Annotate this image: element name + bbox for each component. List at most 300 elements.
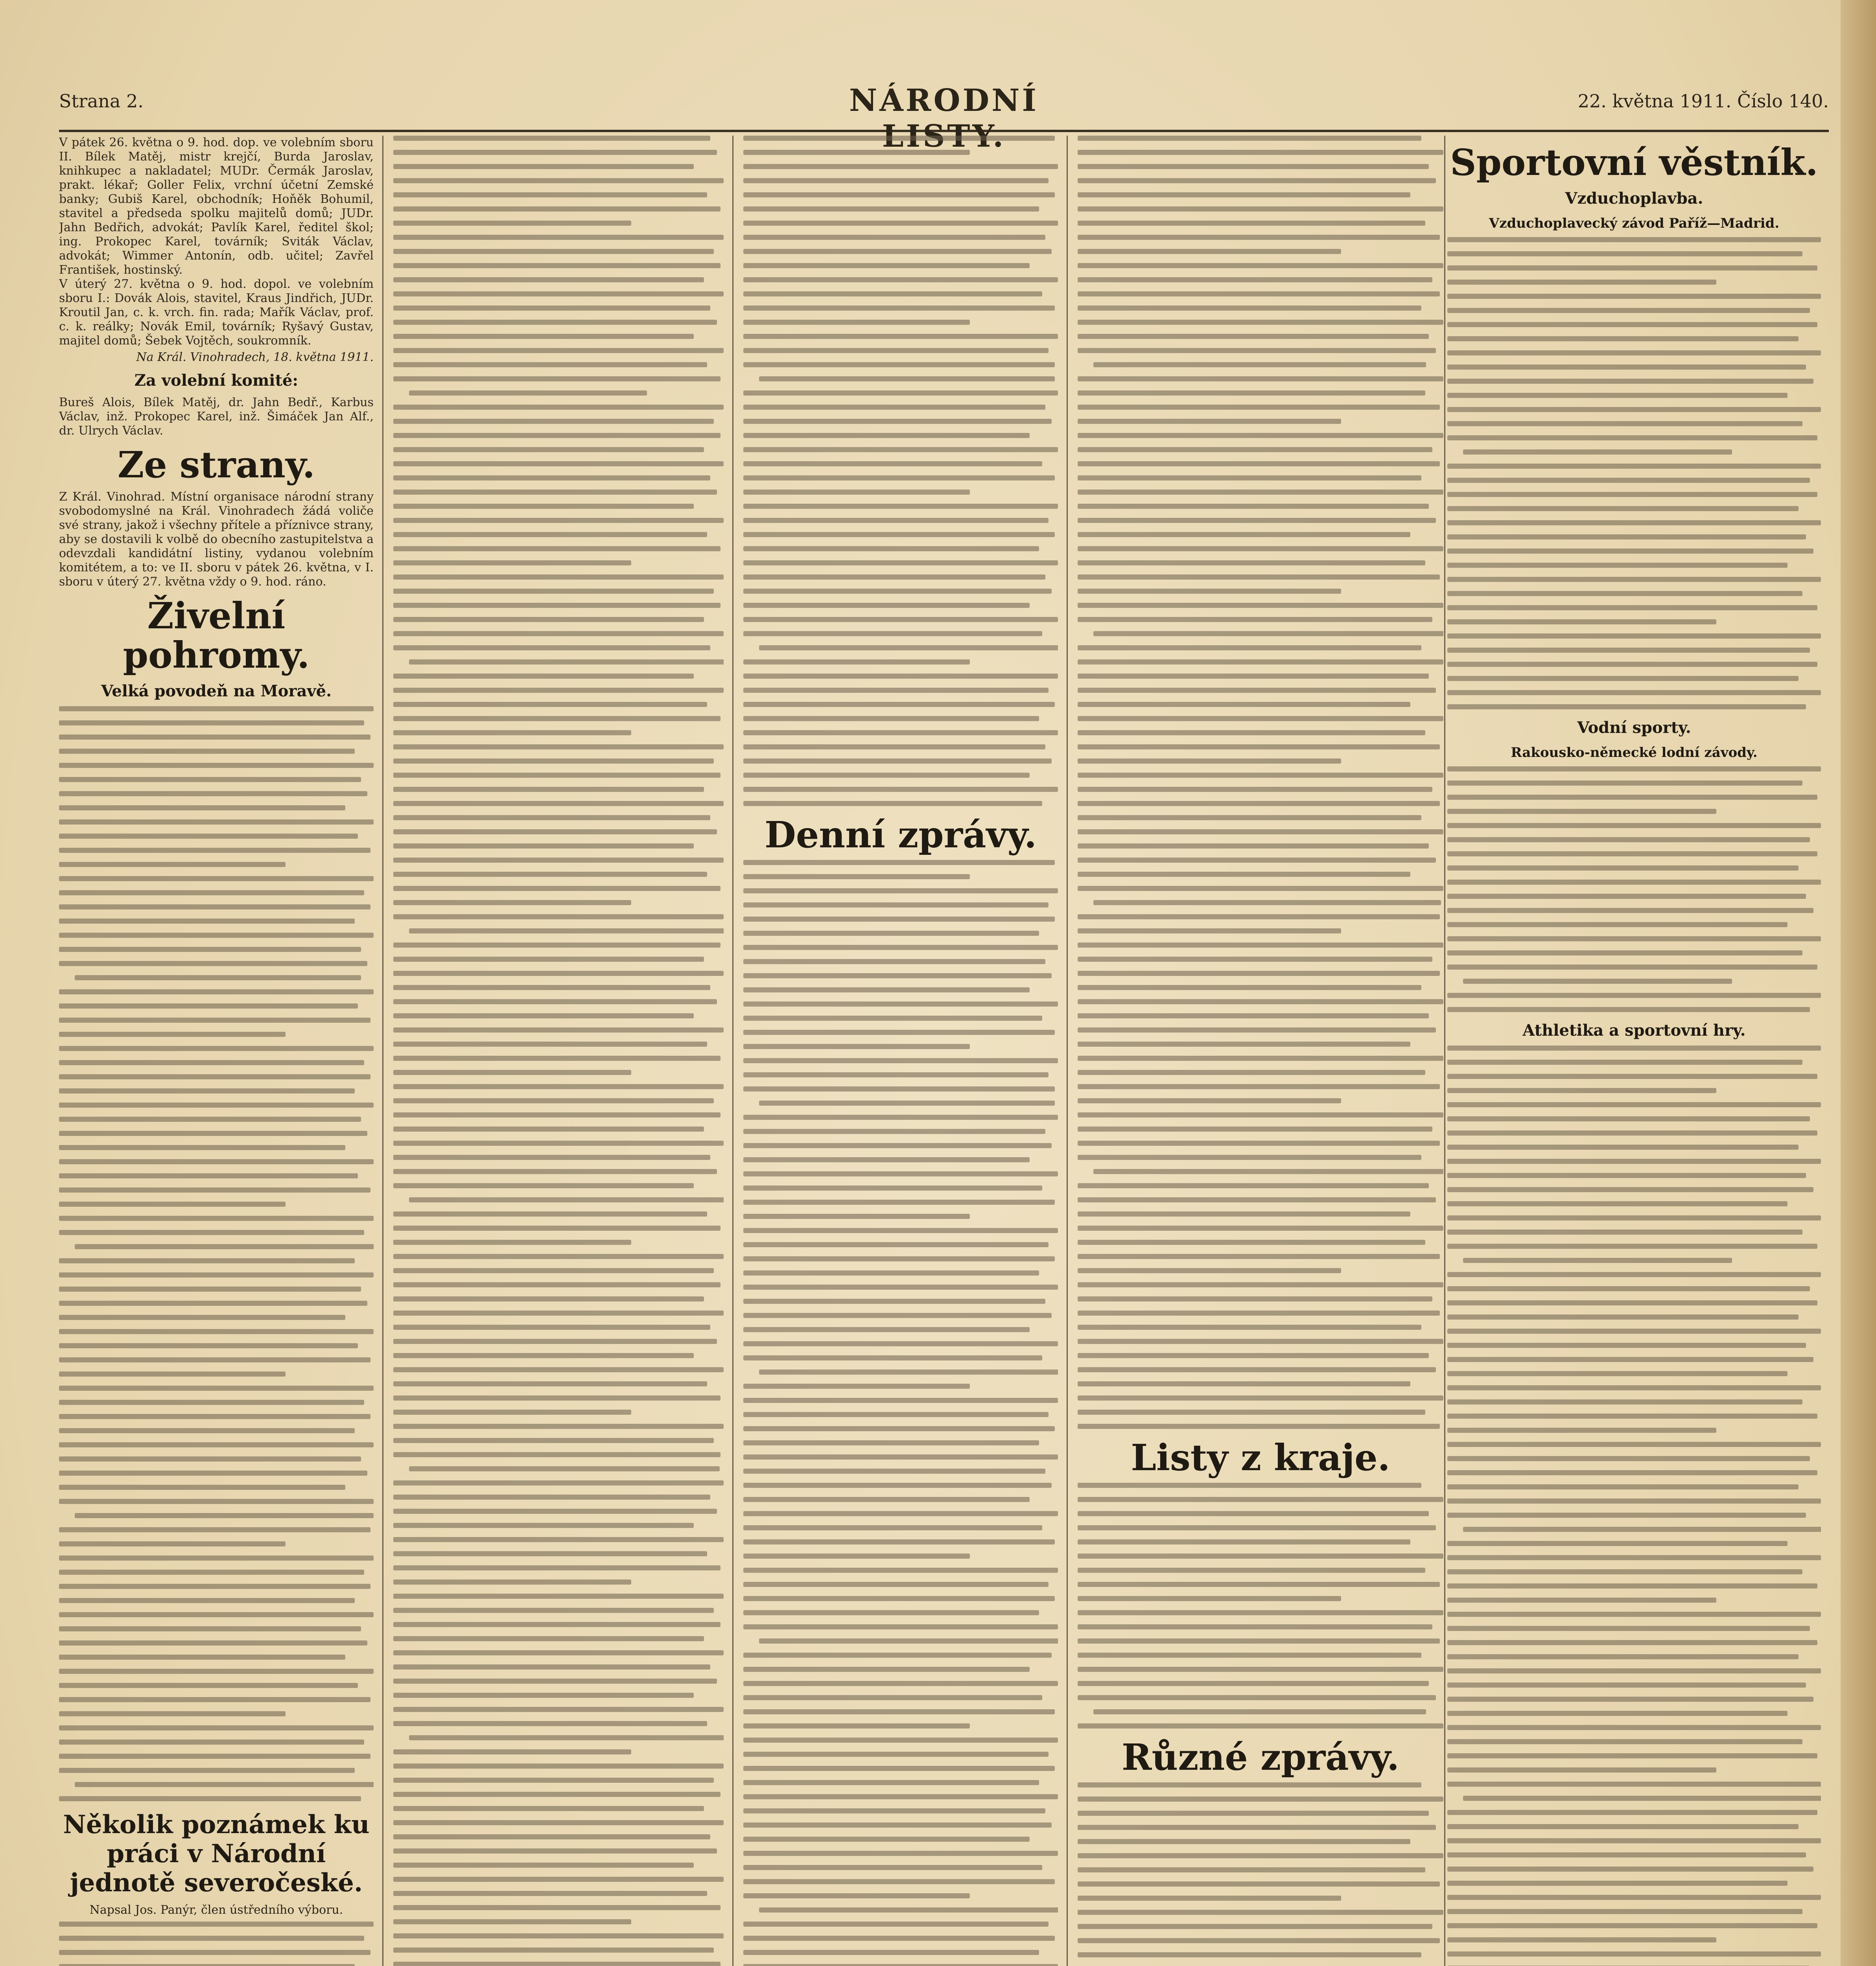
text-line bbox=[393, 1948, 714, 1953]
text-line bbox=[1078, 390, 1425, 396]
text-line bbox=[393, 1608, 714, 1613]
column-rule bbox=[1067, 136, 1068, 1966]
text-line bbox=[1447, 1159, 1821, 1164]
text-line bbox=[393, 376, 721, 381]
text-line bbox=[393, 1339, 717, 1344]
text-line bbox=[1078, 730, 1425, 735]
text-line bbox=[1447, 1300, 1817, 1305]
text-line bbox=[743, 1511, 1058, 1516]
text-line bbox=[393, 1509, 717, 1514]
text-line bbox=[1447, 922, 1788, 927]
text-line bbox=[1447, 1046, 1821, 1051]
text-line bbox=[1447, 851, 1817, 856]
text-line bbox=[1078, 461, 1440, 466]
column-5 bbox=[1447, 136, 1821, 1966]
article-title: Vzduchoplavecký závod Paříž—Madrid. bbox=[1489, 215, 1780, 231]
text-line bbox=[1078, 518, 1436, 523]
text-line bbox=[1078, 1782, 1421, 1787]
text-line bbox=[743, 390, 1058, 396]
text-line bbox=[743, 249, 1052, 254]
illegible-text-block bbox=[1078, 1483, 1443, 1729]
text-line bbox=[743, 348, 1049, 353]
text-line bbox=[59, 1003, 358, 1009]
text-line bbox=[1447, 1371, 1788, 1376]
text-line bbox=[743, 206, 1039, 212]
text-line bbox=[59, 1216, 374, 1221]
text-line bbox=[59, 1088, 355, 1093]
text-line bbox=[409, 1735, 724, 1740]
text-line bbox=[1447, 1838, 1821, 1843]
text-line bbox=[1447, 936, 1821, 941]
text-line bbox=[393, 1764, 724, 1769]
text-line bbox=[393, 702, 707, 707]
text-line bbox=[1078, 1027, 1436, 1033]
text-line bbox=[1447, 1640, 1817, 1645]
text-line bbox=[1447, 1385, 1821, 1390]
text-line bbox=[743, 1837, 1030, 1842]
text-line bbox=[1447, 1456, 1810, 1461]
text-line bbox=[743, 1525, 1042, 1530]
text-line bbox=[743, 744, 1045, 749]
text-line bbox=[393, 362, 707, 367]
text-line bbox=[409, 1197, 724, 1202]
text-line bbox=[743, 1327, 1030, 1332]
text-line bbox=[743, 702, 1055, 707]
text-line bbox=[1078, 1896, 1341, 1901]
text-line bbox=[1447, 393, 1788, 398]
text-line bbox=[1078, 263, 1443, 268]
text-line bbox=[1447, 676, 1799, 681]
text-line bbox=[1078, 1282, 1443, 1287]
column-4 bbox=[1078, 136, 1443, 1966]
text-line bbox=[393, 1877, 724, 1882]
text-line bbox=[743, 447, 1058, 452]
text-line bbox=[393, 405, 724, 410]
text-line bbox=[59, 1683, 358, 1688]
text-line bbox=[1078, 574, 1440, 580]
text-line bbox=[743, 1313, 1052, 1318]
text-line bbox=[743, 888, 1058, 893]
text-line bbox=[759, 1638, 1058, 1644]
text-line bbox=[1447, 549, 1813, 554]
text-line bbox=[1078, 1056, 1443, 1061]
text-line bbox=[59, 706, 374, 711]
text-line bbox=[1078, 971, 1440, 976]
text-line bbox=[743, 277, 1058, 282]
text-line bbox=[393, 1565, 721, 1570]
text-line bbox=[1078, 1296, 1432, 1301]
text-line bbox=[743, 334, 1058, 339]
text-line bbox=[743, 291, 1042, 296]
text-line bbox=[393, 447, 704, 452]
text-line bbox=[1447, 1484, 1799, 1489]
text-line bbox=[1078, 1042, 1410, 1047]
text-line bbox=[743, 1086, 1055, 1092]
text-line bbox=[743, 1922, 1049, 1927]
text-line bbox=[393, 1707, 724, 1712]
text-line bbox=[743, 1596, 1055, 1601]
text-line bbox=[393, 1551, 707, 1556]
text-line bbox=[393, 490, 717, 495]
text-line bbox=[1447, 1824, 1799, 1829]
text-line bbox=[743, 1865, 1042, 1870]
text-line bbox=[393, 716, 721, 721]
text-line bbox=[393, 150, 717, 155]
text-line bbox=[743, 263, 1030, 268]
text-line bbox=[393, 1863, 694, 1868]
text-line bbox=[1078, 1226, 1443, 1231]
text-line bbox=[1078, 1339, 1443, 1344]
text-line bbox=[393, 1679, 717, 1684]
text-line bbox=[743, 1469, 1045, 1474]
text-line bbox=[1078, 376, 1443, 381]
text-line bbox=[1447, 908, 1813, 913]
text-line bbox=[1078, 1141, 1440, 1146]
text-line bbox=[59, 1074, 370, 1079]
text-line bbox=[743, 1780, 1039, 1785]
text-line bbox=[743, 1299, 1045, 1304]
text-line bbox=[743, 150, 970, 155]
text-line bbox=[1463, 1258, 1732, 1263]
text-line bbox=[1447, 823, 1821, 828]
text-line bbox=[1447, 1569, 1802, 1574]
text-line bbox=[409, 1466, 720, 1471]
text-line bbox=[1447, 520, 1821, 525]
text-line bbox=[1078, 1013, 1429, 1018]
text-line bbox=[1078, 1410, 1425, 1415]
text-line bbox=[1078, 320, 1443, 325]
text-line bbox=[1447, 1428, 1716, 1433]
text-line bbox=[1447, 1215, 1821, 1220]
text-line bbox=[743, 603, 1030, 608]
text-line bbox=[1447, 1145, 1799, 1150]
text-line bbox=[393, 475, 710, 480]
text-line bbox=[1078, 178, 1436, 183]
text-line bbox=[393, 1664, 710, 1670]
text-line bbox=[743, 1341, 1058, 1346]
text-line bbox=[59, 1964, 355, 1966]
text-line bbox=[1447, 1088, 1716, 1093]
text-line bbox=[1447, 1329, 1821, 1334]
text-line bbox=[1078, 475, 1421, 480]
text-line bbox=[1447, 492, 1817, 497]
text-line bbox=[1447, 894, 1806, 899]
text-line bbox=[393, 1127, 704, 1132]
text-line bbox=[1447, 563, 1788, 568]
column-3 bbox=[743, 136, 1058, 1966]
text-line bbox=[59, 1371, 286, 1377]
text-line bbox=[1078, 716, 1443, 721]
text-line bbox=[1447, 1173, 1806, 1178]
text-line bbox=[1078, 1853, 1443, 1858]
text-line bbox=[1447, 1555, 1821, 1560]
article-subheadline: Vzduchoplavba. bbox=[1565, 189, 1703, 208]
text-line bbox=[59, 1725, 374, 1730]
illegible-text-block bbox=[1447, 237, 1821, 709]
text-line bbox=[743, 589, 1052, 594]
text-line bbox=[743, 136, 1055, 141]
text-line bbox=[393, 518, 724, 523]
text-line bbox=[1093, 900, 1441, 905]
text-line bbox=[1078, 815, 1421, 820]
text-line bbox=[59, 1584, 370, 1589]
text-line bbox=[1463, 1796, 1821, 1801]
text-line bbox=[1078, 1624, 1432, 1629]
text-line bbox=[743, 461, 1042, 466]
text-line bbox=[1447, 1626, 1810, 1631]
text-line bbox=[1447, 619, 1716, 624]
text-line bbox=[393, 1820, 724, 1825]
text-line bbox=[393, 1282, 721, 1287]
text-line bbox=[1447, 1541, 1788, 1546]
text-line bbox=[1078, 1554, 1443, 1559]
text-line bbox=[743, 546, 1039, 551]
text-line bbox=[743, 1256, 1055, 1261]
text-line bbox=[1447, 1470, 1817, 1475]
text-line bbox=[59, 749, 355, 754]
text-line bbox=[1078, 1525, 1436, 1530]
text-line bbox=[1093, 1709, 1426, 1714]
column-1 bbox=[59, 136, 374, 1966]
text-line bbox=[1078, 1353, 1429, 1358]
text-line bbox=[743, 1723, 970, 1729]
text-line bbox=[1447, 1272, 1821, 1277]
text-line bbox=[1078, 1325, 1421, 1330]
illegible-text-block bbox=[1078, 1782, 1443, 1966]
text-line bbox=[393, 1778, 714, 1783]
text-line bbox=[393, 999, 717, 1004]
text-line bbox=[1447, 605, 1817, 610]
text-line bbox=[743, 1115, 1058, 1120]
text-line bbox=[743, 1072, 1049, 1077]
illegible-text-block bbox=[393, 136, 724, 1966]
text-line bbox=[59, 1187, 370, 1193]
text-line bbox=[1447, 1937, 1716, 1942]
text-line bbox=[1447, 1414, 1817, 1419]
text-line bbox=[743, 1794, 1058, 1799]
text-line bbox=[393, 221, 631, 226]
text-line bbox=[1447, 704, 1806, 709]
text-line bbox=[743, 659, 970, 665]
text-line bbox=[743, 1200, 1055, 1205]
text-line bbox=[393, 688, 724, 693]
illegible-text-block bbox=[743, 860, 1058, 1966]
text-line bbox=[1078, 1497, 1443, 1502]
text-line bbox=[743, 730, 1058, 735]
section-headline: Listy z kraje. bbox=[1131, 1436, 1390, 1479]
text-line bbox=[393, 1452, 721, 1457]
text-line bbox=[1078, 985, 1421, 990]
text-line bbox=[393, 1070, 631, 1075]
text-line bbox=[1078, 1952, 1421, 1957]
text-line bbox=[59, 1400, 364, 1405]
text-line bbox=[1447, 1697, 1813, 1702]
text-line bbox=[393, 1806, 704, 1811]
text-line bbox=[1447, 1498, 1821, 1504]
text-line bbox=[743, 1709, 1055, 1714]
text-line bbox=[393, 858, 724, 863]
text-line bbox=[1078, 1797, 1443, 1802]
text-line bbox=[1078, 1084, 1440, 1089]
text-line bbox=[743, 860, 1055, 865]
text-line bbox=[1447, 251, 1802, 256]
text-line bbox=[1447, 308, 1810, 313]
text-line bbox=[393, 1523, 694, 1528]
text-line bbox=[59, 791, 367, 796]
text-line bbox=[743, 688, 1049, 693]
text-line bbox=[59, 933, 374, 938]
text-line bbox=[743, 419, 1052, 424]
text-line bbox=[743, 1879, 1055, 1884]
text-line bbox=[59, 1442, 374, 1447]
text-line bbox=[59, 1357, 370, 1362]
text-line bbox=[59, 1485, 345, 1490]
text-line bbox=[1078, 1839, 1410, 1844]
text-line bbox=[1078, 1155, 1421, 1160]
text-line bbox=[59, 1287, 361, 1292]
text-line bbox=[59, 890, 364, 895]
text-line bbox=[1447, 648, 1810, 653]
text-line bbox=[1447, 1909, 1802, 1914]
text-line bbox=[1093, 631, 1443, 636]
text-line bbox=[59, 1499, 374, 1504]
text-line bbox=[1078, 1867, 1425, 1872]
text-line bbox=[59, 1145, 345, 1150]
text-line bbox=[743, 787, 1058, 792]
text-line bbox=[59, 1159, 374, 1164]
text-line bbox=[59, 1272, 374, 1278]
text-line bbox=[1078, 1825, 1436, 1830]
text-line bbox=[393, 1367, 724, 1372]
text-line bbox=[743, 518, 1049, 523]
text-line bbox=[1447, 1683, 1806, 1688]
text-line bbox=[59, 919, 355, 924]
text-line bbox=[393, 1098, 714, 1103]
text-line bbox=[1078, 1610, 1443, 1615]
text-line bbox=[1078, 1127, 1432, 1132]
text-line bbox=[393, 872, 707, 877]
text-line bbox=[743, 405, 1045, 410]
text-line bbox=[59, 1640, 367, 1646]
text-line bbox=[759, 1907, 1058, 1913]
text-line bbox=[743, 959, 1045, 964]
text-line bbox=[1447, 435, 1817, 440]
text-line bbox=[1078, 1723, 1443, 1729]
text-line bbox=[1447, 1867, 1813, 1872]
text-line bbox=[1447, 1711, 1788, 1716]
text-line bbox=[1078, 1098, 1341, 1103]
text-line bbox=[393, 1834, 710, 1839]
text-line bbox=[743, 504, 1058, 509]
text-line bbox=[393, 433, 721, 438]
text-line bbox=[59, 876, 374, 881]
text-line bbox=[1078, 843, 1429, 849]
article-paragraph: V pátek 26. května o 9. hod. dop. ve volebním sboru II. Bílek Matěj, mistr krejčí, Burda Jaroslav, knihkupec a nakladatel; MUDr. Čermák Jaroslav, prakt. lékař; Goller Felix, vrchní účetní Zemské banky; Gubiš Karel, obchodník; Hoňěk Bohumil, stavitel a předseda spolku majitelů domů; JUDr. Jahn Bedřich, advokát; Pavlík Karel, ředitel škol; ing. Prokopec Karel, továrník; Sviták Václav, advokát; Wimmer Antonín, odb. učitel; Zavřel František, hostinský. bbox=[59, 136, 374, 277]
text-line bbox=[393, 1622, 721, 1627]
text-line bbox=[393, 277, 704, 282]
text-line bbox=[743, 306, 1055, 311]
text-line bbox=[743, 1030, 1055, 1035]
text-line bbox=[1078, 1653, 1421, 1658]
text-line bbox=[1078, 617, 1432, 622]
text-line bbox=[1078, 1582, 1440, 1587]
text-line bbox=[393, 1211, 707, 1217]
text-line bbox=[75, 1244, 374, 1249]
text-line bbox=[393, 914, 724, 919]
text-line bbox=[59, 1768, 355, 1773]
text-line bbox=[393, 1311, 724, 1316]
text-line bbox=[393, 631, 724, 636]
text-line bbox=[393, 801, 724, 806]
text-line bbox=[1447, 506, 1799, 511]
text-line bbox=[393, 1650, 724, 1655]
text-line bbox=[1447, 1343, 1806, 1348]
text-line bbox=[1078, 1511, 1429, 1516]
text-line bbox=[59, 1230, 364, 1235]
text-line bbox=[743, 574, 1045, 580]
text-line bbox=[1078, 702, 1410, 707]
text-line bbox=[743, 1808, 1045, 1813]
text-line bbox=[1447, 1314, 1799, 1320]
text-line bbox=[743, 1681, 1058, 1686]
illegible-text-block bbox=[1078, 136, 1443, 1429]
text-line bbox=[743, 1766, 1055, 1771]
text-line bbox=[1078, 1070, 1425, 1075]
column-rule bbox=[1444, 136, 1445, 1966]
text-line bbox=[393, 192, 707, 197]
text-line bbox=[743, 235, 1045, 240]
text-line bbox=[1078, 1938, 1440, 1943]
text-line bbox=[743, 1893, 970, 1898]
text-line bbox=[1078, 957, 1432, 962]
text-line bbox=[1078, 235, 1440, 240]
text-line bbox=[1447, 336, 1799, 341]
text-line bbox=[1078, 1638, 1440, 1644]
text-line bbox=[59, 1626, 361, 1631]
text-line bbox=[1078, 1695, 1436, 1700]
text-line bbox=[393, 1480, 724, 1486]
text-line bbox=[743, 221, 1058, 226]
text-line bbox=[1078, 1183, 1429, 1188]
text-line bbox=[743, 1822, 1052, 1828]
text-line bbox=[743, 1270, 1039, 1276]
text-line bbox=[393, 136, 710, 141]
text-line bbox=[393, 744, 724, 749]
text-line bbox=[393, 1537, 724, 1542]
text-line bbox=[59, 961, 367, 966]
text-line bbox=[1078, 758, 1341, 764]
text-line bbox=[743, 917, 1055, 922]
illegible-text-block bbox=[59, 706, 374, 1801]
text-line bbox=[59, 777, 361, 782]
text-line bbox=[1447, 1810, 1817, 1815]
text-line bbox=[393, 617, 704, 622]
text-line bbox=[1078, 206, 1443, 212]
text-line bbox=[1447, 294, 1821, 299]
text-line bbox=[59, 819, 374, 825]
text-line bbox=[1078, 433, 1443, 438]
text-line bbox=[1447, 322, 1817, 327]
text-line bbox=[743, 1398, 1058, 1403]
text-line bbox=[393, 886, 721, 891]
text-line bbox=[743, 1016, 1042, 1021]
text-line bbox=[743, 902, 1049, 908]
text-line bbox=[1093, 362, 1426, 367]
article-subheadline: Velká povodeň na Moravě. bbox=[101, 682, 332, 700]
text-line bbox=[393, 1919, 631, 1924]
text-line bbox=[59, 1612, 374, 1617]
text-line bbox=[1078, 1596, 1341, 1601]
